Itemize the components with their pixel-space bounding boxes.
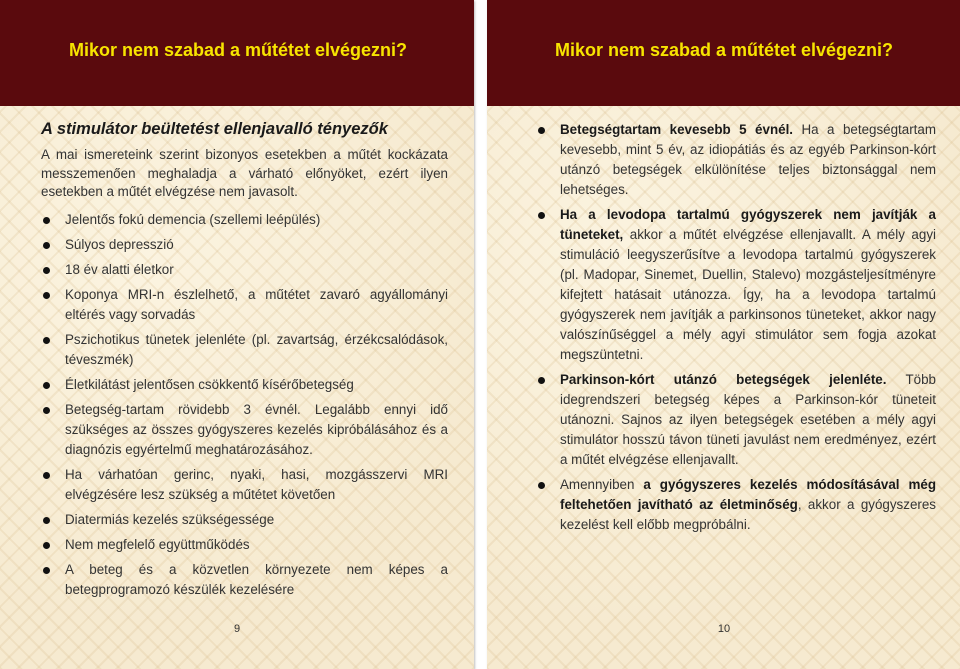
header-title: Mikor nem szabad a műtétet elvégezni?	[68, 40, 408, 60]
page-content	[41, 118, 448, 605]
contraindication-list	[536, 120, 936, 535]
list-item-text: Jelentős fokú demencia (szellemi leépülés)	[65, 211, 321, 227]
page-number: 9	[233, 623, 241, 635]
bullet-icon	[538, 212, 545, 219]
list-item-text: Életkilátást jelentősen csökkentő kísérőbetegség	[65, 376, 354, 392]
list-item	[536, 205, 936, 365]
page-left	[0, 0, 474, 669]
list-item	[41, 535, 448, 555]
list-item-text: Nem megfelelő együttműködés	[65, 536, 250, 552]
item-text: akkor a műtét elvégzése ellenjavallt. A mély agyi stimuláció leegyszerűsítve a levodopa tartalmú gyógyszerek (pl. Madopar, Sinemet, Duellin, Stalevo) mozgásteljesítményre kifejtett hatásait utánozza. Így, ha a levodopa tartalmú gyógyszerek nem javítják a parkinsonos tüneteket, akkor nagy valószínűséggel a mély agyi stimulátor sem fogja azokat megszüntetni.	[560, 227, 936, 362]
list-item	[41, 400, 448, 460]
list-item-text: A beteg és a közvetlen környezete nem képes a betegprogramozó készülék kezelésére	[65, 561, 448, 597]
bullet-icon	[43, 472, 50, 479]
page-header	[0, 0, 474, 106]
list-item-text: Pszichotikus tünetek jelenléte (pl. zavartság, érzékcsalódások, téveszmék)	[65, 331, 448, 367]
bullet-icon	[43, 517, 50, 524]
bullet-icon	[43, 337, 50, 344]
list-item	[41, 510, 448, 530]
item-text: Amennyiben	[560, 477, 644, 492]
item-emphasis: a gyógyszeres kezelés módosításával még feltehetően javítható az életminőség	[560, 477, 937, 512]
list-item	[536, 370, 936, 470]
list-item	[536, 120, 936, 200]
bullet-icon	[43, 407, 50, 414]
list-item	[41, 330, 448, 370]
bullet-icon	[43, 217, 50, 224]
page-header	[487, 0, 960, 106]
item-text: Ha a betegségtartam kevesebb, mint 5 év, az idiopátiás és az egyéb Parkinson-kórt utánzó betegségek elkülönítése teljes biztonsággal nem lehetséges.	[560, 122, 937, 197]
bullet-icon	[538, 482, 545, 489]
list-item-text: Súlyos depresszió	[65, 236, 174, 252]
list-item	[536, 475, 936, 535]
list-item	[41, 560, 448, 600]
list-item-text: Ha várhatóan gerinc, nyaki, hasi, mozgásszervi MRI elvégzésére lesz szükség a műtétet követően	[65, 466, 448, 502]
list-item-text: Koponya MRI-n észlelhető, a műtétet zavaró agyállományi eltérés vagy sorvadás	[65, 286, 448, 322]
bullet-icon	[43, 242, 50, 249]
bullet-icon	[43, 382, 50, 389]
list-item-text: 18 év alatti életkor	[65, 261, 174, 277]
bullet-icon	[43, 292, 50, 299]
bullet-icon	[43, 542, 50, 549]
contraindication-list	[41, 210, 448, 600]
list-item	[41, 375, 448, 395]
bullet-icon	[43, 567, 50, 574]
list-item-text: Betegség-tartam rövidebb 3 évnél. Legalább ennyi idő szükséges az összes gyógyszeres kezelés kipróbálásához és a diagnózis egyértelmű meghatározásához.	[65, 401, 448, 457]
header-title: Mikor nem szabad a műtétet elvégezni?	[554, 40, 894, 60]
item-text: , akkor a gyógyszeres kezelést kell előbb megpróbálni.	[560, 497, 936, 532]
list-item	[41, 465, 448, 505]
item-lead: Ha a levodopa tartalmú gyógyszerek nem javítják a tüneteket,	[560, 207, 936, 242]
list-item	[41, 285, 448, 325]
list-item	[41, 210, 448, 230]
bullet-icon	[538, 127, 545, 134]
item-lead: Parkinson-kórt utánzó betegségek jelenléte.	[560, 372, 887, 387]
item-text: Több idegrendszeri betegség képes a Parkinson-kór tüneteit utánozni. Sajnos az ilyen betegségek esetében a mély agyi stimulátor hosszú távon tüneti javulást nem eredményez, ezért a műtét elvégzése ellenjavallt.	[560, 372, 937, 467]
intro-paragraph: A mai ismereteink szerint bizonyos esetekben a műtét kockázata messzemenően meghaladja a várható előnyöket, ezért ilyen esetekben a műtét elvégzése nem javasolt.	[41, 147, 448, 199]
page-right	[487, 0, 960, 669]
list-item	[41, 235, 448, 255]
bullet-icon	[43, 267, 50, 274]
bullet-icon	[538, 377, 545, 384]
page-number: 10	[717, 623, 731, 635]
item-lead: Betegségtartam kevesebb 5 évnél.	[560, 122, 794, 137]
page-content	[536, 120, 936, 540]
list-item	[41, 260, 448, 280]
list-item-text: Diatermiás kezelés szükségessége	[65, 511, 275, 527]
section-title: A stimulátor beültetést ellenjavalló tényezők	[41, 120, 388, 138]
